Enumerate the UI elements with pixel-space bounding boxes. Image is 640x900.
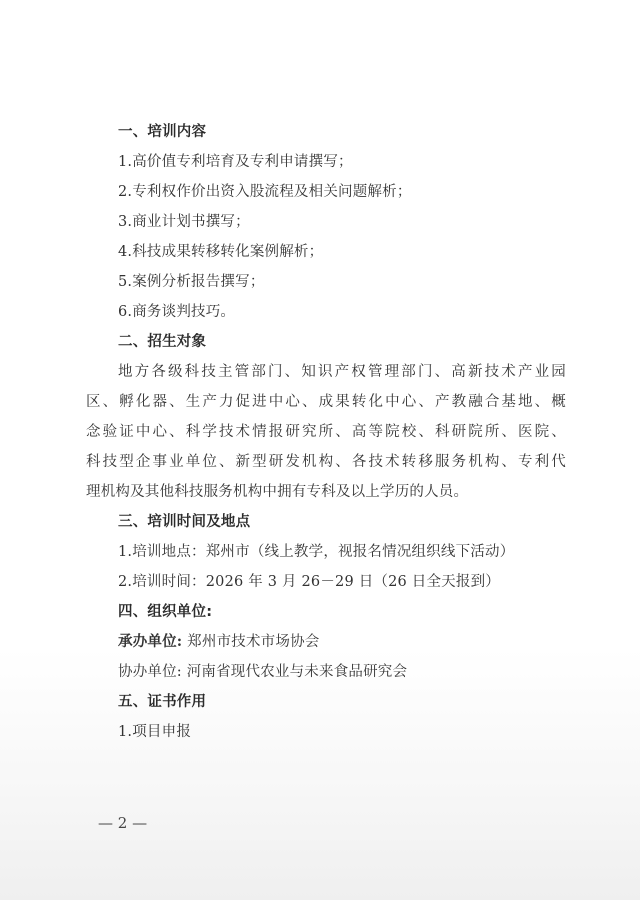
co-organizer-label: 协办单位: — [118, 664, 182, 680]
section-heading-training-content: 一、培训内容 — [118, 124, 207, 140]
co-organizer-line — [86, 657, 566, 687]
list-item: 4.科技成果转移转化案例解析； — [118, 244, 324, 260]
section-heading-enrollment-targets: 二、招生对象 — [118, 334, 207, 350]
co-organizer-value: 河南省现代农业与未来食品研究会 — [181, 664, 408, 680]
list-item: 2.专利权作价出资入股流程及相关问题解析； — [118, 184, 412, 200]
list-item: 1.项目申报 — [118, 724, 192, 740]
paragraph-line: 地方各级科技主管部门、知识产权管理部门、高新技术产业园 — [118, 364, 566, 380]
organizer-line — [86, 627, 566, 657]
page-number: — 2 — — [98, 814, 148, 832]
organizer-value: 郑州市技术市场协会 — [182, 634, 320, 650]
paragraph-line: 理机构及其他科技服务机构中拥有专科及以上学历的人员。 — [86, 484, 469, 500]
list-item: 5.案例分析报告撰写； — [118, 274, 265, 290]
document-body — [86, 117, 566, 747]
list-item: 6.商务谈判技巧。 — [118, 304, 236, 320]
section-heading-organizers: 四、组织单位: — [118, 604, 213, 620]
list-item: 1.高价值专利培育及专利申请撰写； — [118, 154, 353, 170]
list-item: 3.商业计划书撰写； — [118, 214, 250, 230]
section-heading-certificate-use: 五、证书作用 — [118, 694, 207, 710]
section-heading-time-and-location: 三、培训时间及地点 — [118, 514, 251, 530]
organizer-label: 承办单位: — [118, 633, 183, 650]
paragraph-line: 区、孵化器、生产力促进中心、成果转化中心、产教融合基地、概 — [86, 394, 566, 410]
list-item: 1.培训地点：郑州市（线上教学，视报名情况组织线下活动） — [118, 544, 515, 560]
list-item: 2.培训时间：2026 年 3 月 26－29 日（26 日全天报到） — [118, 574, 500, 590]
paragraph-line: 念验证中心、科学技术情报研究所、高等院校、科研院所、医院、 — [86, 424, 566, 440]
paragraph-line: 科技型企事业单位、新型研发机构、各技术转移服务机构、专利代 — [86, 454, 566, 470]
